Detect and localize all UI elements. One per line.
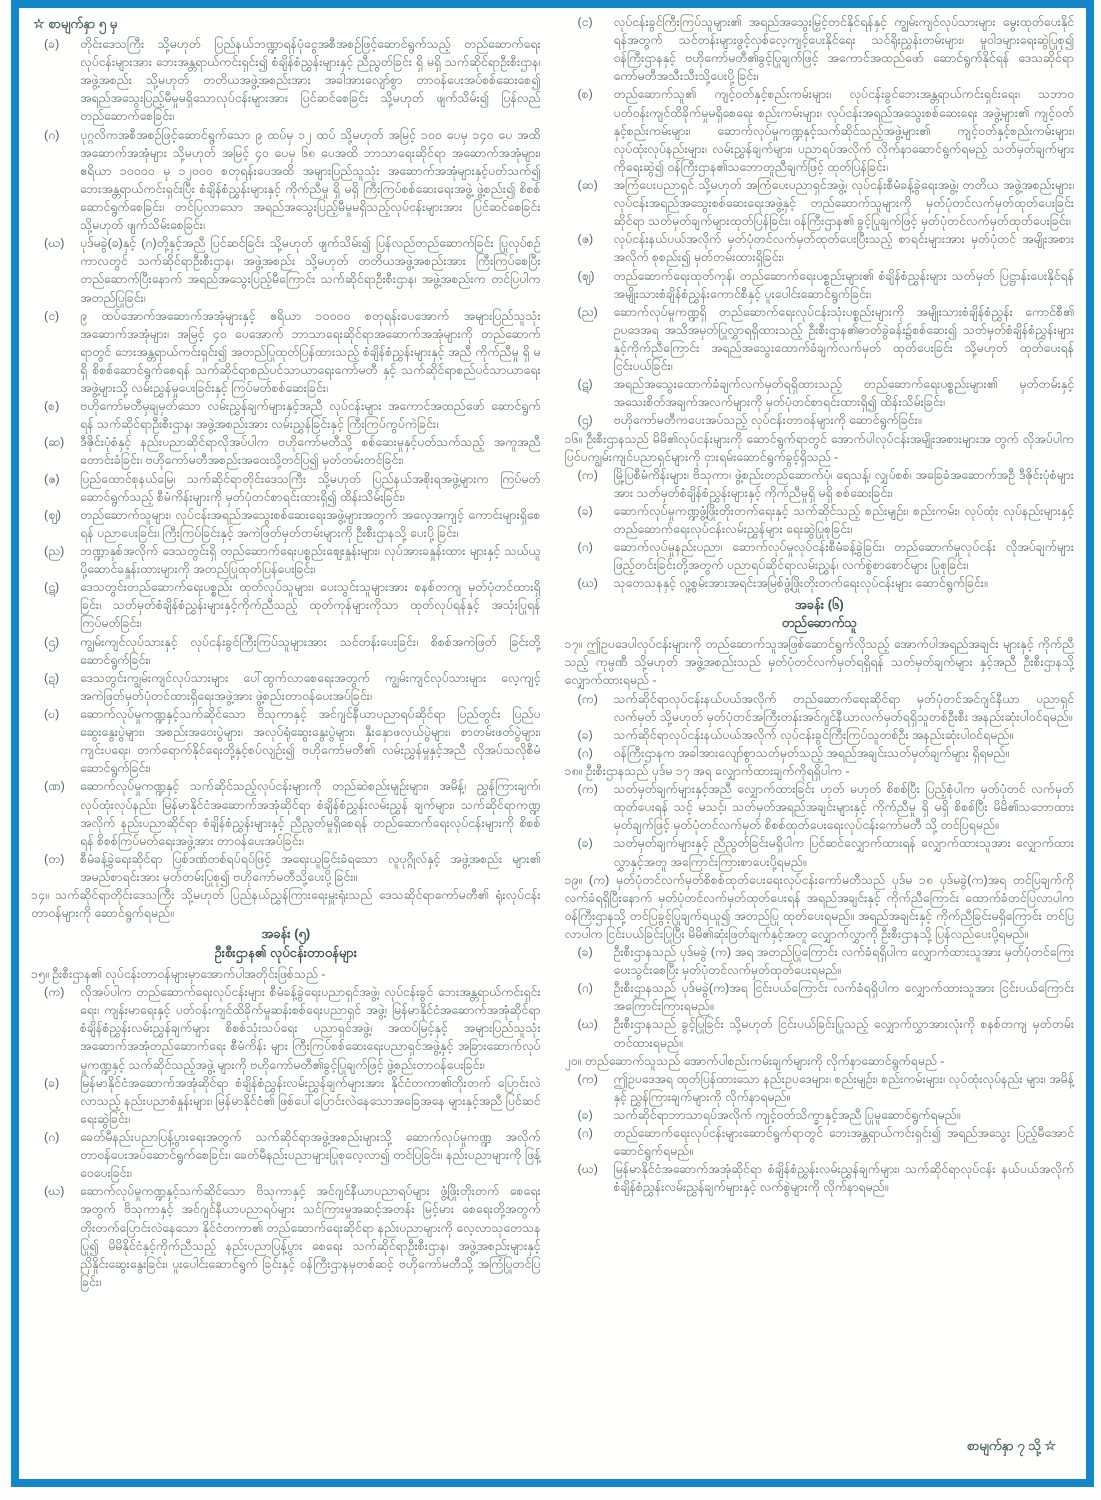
clause-marker: (ဂ)	[577, 1126, 593, 1141]
clause-marker: (ဈ)	[44, 507, 61, 522]
clause-item	[565, 1015, 1075, 1051]
clause-text: မြန်မာနိုင်ငံအဆောက်အအုံဆိုင်ရာ စံချိန်စံညွှန်းလမ်းညွှန်ချက်များအား နိုင်ငံတကာ၏တိုးတက် ပြောင်းလဲလာသည့် နည်းပညာစံနှုန်းများ၊ မြန်မာနိုင်ငံ၏ ဖြစ်ပေါ်ပြောင်းလဲနေသောအခြေအနေ များနှင့်အညီ ပြင်ဆင်ရေးဆွဲခြင်း၊	[80, 1075, 541, 1126]
clause-text: ဒေသတွင်းကျွမ်းကျင်လုပ်သားများ ပေါ်ထွက်လာစေရေးအတွက် ကျွမ်းကျင်လုပ်သားများ လေ့ကျင့်အကဲဖြတ်မှတ်ပုံတင်ထားရှိရေးအဖွဲ့အား ဖွဲ့စည်းတာဝန်ပေးအပ်ခြင်း၊	[80, 670, 541, 703]
clause-item	[31, 633, 541, 669]
clause-item	[31, 777, 541, 849]
clause-marker: (တ)	[44, 851, 65, 866]
clause-text: တည်ဆောက်သူ၏ ကျင့်ဝတ်နှင့်စည်းကမ်းများ၊ လုပ်ငန်းခွင်ဘေးအန္တရာယ်ကင်းရှင်းရေး၊ သဘာဝပတ်ဝန်းကျင်ထိခိုက်မှုမရှိစေရေး စည်းကမ်းများ၊ လုပ်ငန်းအရည်အသွေးစစ်ဆေးရေး အဖွဲ့များ၏ ကျင့်ဝတ်နှင့်စည်းကမ်းများ၊ ဆောက်လုပ်မှုကဏ္ဍနှင့်သက်ဆိုင်သည့်အဖွဲ့များ၏ ကျင့်ဝတ်နှင့်စည်းကမ်းများ၊ လုပ်ထုံးလုပ်နည်းများ၊ လမ်းညွှန်ချက်များ၊ ပညာရပ်အလိုက် လိုက်နာဆောင်ရွက်ရမည့် သတ်မှတ်ချက်များကိုရေးဆွဲ၍ ဝန်ကြီးဌာန၏သဘောတူညီချက်ဖြင့် ထုတ်ပြန်ခြင်း၊	[613, 87, 1074, 174]
clause-text: လိုအပ်ပါက တည်ဆောက်ရေးလုပ်ငန်းများ စီမံခန့်ခွဲရေးပညာရှင်အဖွဲ့၊ လုပ်ငန်းခွင် ဘေးအန္တရာယ်ကင်းရှင်းရေး၊ ကျန်းမာရေးနှင့် ပတ်ဝန်းကျင်ထိခိုက်မှုဆန်းစစ်ရေးပညာရှင် အဖွဲ့၊ မြန်မာနိုင်ငံအဆောက်အအုံဆိုင်ရာ စံချိန်စံညွှန်းလမ်းညွှန်ချက်များ စိစစ်သုံးသပ်ရေး ပညာရှင်အဖွဲ့၊ အထပ်မြင့်နှင့် အများပြည်သူသုံးအဆောက်အအုံတည်ဆောက်ရေး စီမံကိန်း များ ကြီးကြပ်စစ်ဆေးရေးပညာရှင်အဖွဲ့နှင့် အခြားဆောက်လုပ်မှုကဏ္ဍနှင့် သက်ဆိုင်သည့်အဖွဲ့ များကို ဗဟိုကော်မတီ၏ခွင့်ပြုချက်ဖြင့် ဖွဲ့စည်းတာဝန်ပေးခြင်း၊	[80, 985, 541, 1072]
clause-item	[31, 1128, 541, 1182]
clause-text: ဦးစီးဌာနသည် ခွင့်ပြုခြင်း သို့မဟုတ် ငြင်းပယ်ခြင်းပြုသည့် လျှောက်လွှာအားလုံးကို စနစ်တကျ မှတ်တမ်းတင်ထားရမည်။	[613, 1017, 1074, 1050]
section-number: ၁၉။	[564, 872, 589, 887]
clause-text: သတ်မှတ်ချက်များနှင့် ညီညွတ်ခြင်းမရှိပါက ပြင်ဆင်လျှောက်ထားရန် လျှောက်ထားသူအား လျှောက်ထားလွှာနှင့်အတူ အကြောင်းကြားစာပေးပို့ရမည်။	[613, 836, 1074, 869]
clause-marker: (ဃ)	[44, 1184, 65, 1199]
page-content	[19, 8, 1086, 1295]
clause-text: ပုဒ်မခွဲ(ခ)နှင့် (ဂ)တို့နှင့်အညီ ပြင်ဆင်ခြင်း သို့မဟုတ် ဖျက်သိမ်း၍ ပြန်လည်တည်ဆောက်ခြင်း ပြုလုပ်စဉ်ကာလတွင် သက်ဆိုင်ရာဦးစီးဌာန၊ အဖွဲ့အစည်း သို့မဟုတ် တတိယအဖွဲ့အစည်းအား ကြီးကြပ်စေပြီး တည်ဆောက်ပြီးနောက် အရည်အသွေးပြည့်မီကြောင်း သက်ဆိုင်ရာဦးစီးဌာန၊ အဖွဲ့အစည်းက တင်ပြပါက အတည်ပြုခြင်း၊	[80, 236, 541, 305]
clause-text: မြို့ပြစီမံကိန်းများ၊ ဗိသုကာ၊ ဖွဲ့စည်းတည်ဆောက်ပုံ၊ ရေသန့်၊ လျှပ်စစ်၊ အခြေခံအဆောက်အဦ ဒီဇိုင်းပုံစံများအား သတ်မှတ်စံချိန်စံညွှန်းများနှင့် ကိုက်ညီမှုရှိ မရှိ စစ်ဆေးခြင်း၊	[613, 467, 1074, 500]
clause-item	[31, 1074, 541, 1128]
section-number: ၁၇။	[564, 637, 587, 652]
clause-marker: (ဍ)	[44, 670, 60, 685]
clause-marker: (ဃ)	[577, 1017, 598, 1032]
clause-item	[565, 780, 1075, 834]
clause-text: တည်ဆောက်သူများ၊ လုပ်ငန်းအရည်အသွေးစစ်ဆေးရေးအဖွဲ့များအတွက် အလေ့အကျင့် ကောင်းများရှိစေရန် ပညာပေးခြင်း၊ ကြီးကြပ်ခြင်းနှင့် အကဲဖြတ်မှတ်တမ်းများကို ဦးစီးဌာနသို့ ပေးပို့ခြင်း၊	[80, 507, 541, 540]
clause-text: ဤဥပဒေအရ ထုတ်ပြန်ထားသော နည်းဥပဒေများ၊ စည်းမျဉ်း၊ စည်းကမ်းများ၊ လုပ်ထုံးလုပ်နည်း များ၊ အမိန့်နှင့် ညွှန်ကြားချက်များကို လိုက်နာရမည်။	[613, 1071, 1074, 1104]
clause-text: မြန်မာနိုင်ငံအဆောက်အအုံဆိုင်ရာ စံချိန်စံညွှန်းလမ်းညွှန်ချက်များ၊ သက်ဆိုင်ရာလုပ်ငန်း နယ်ပယ်အလိုက် စံချိန်စံညွှန်းလမ်းညွှန်ချက်များနှင့် လက်စွဲများကို လိုက်နာရမည်။	[613, 1162, 1074, 1195]
page-from-note: ☆ စာမျက်နှာ ၅ မှ	[33, 16, 118, 31]
clause-item	[565, 303, 1075, 375]
clause-item	[31, 850, 541, 886]
clause-text: ဒေသတွင်းတည်ဆောက်ရေးပစ္စည်း ထုတ်လုပ်သူများ၊ ပေးသွင်းသူများအား စနစ်တကျ မှတ်ပုံတင်ထားရှိခြင်း၊ သတ်မှတ်စံချိန်စံညွှန်းများနှင့်ကိုက်ညီသည့် ထုတ်ကုန်များကိုသာ ထုတ်လုပ်ရန်နှင့် အသုံးပြုရန် ကြပ်မတ်ခြင်း၊	[80, 580, 541, 631]
clause-text: သက်ဆိုင်ရာလုပ်ငန်းနယ်ပယ်အလိုက် လုပ်ငန်းခွင်ကြီးကြပ်သူတစ်ဦး အနည်းဆုံးပါဝင်ရမည်။	[613, 727, 1013, 742]
clause-text: အရည်အသွေးထောက်ခံချက်လက်မှတ်ရရှိထားသည့် တည်ဆောက်ရေးပစ္စည်းများ၏ မှတ်တမ်းနှင့် အသေးစိတ်အချက်အလက်များကို မှတ်ပုံတင်စာရင်းထားရှိ၍ ထိန်းသိမ်းခြင်း၊	[613, 377, 1074, 410]
clause-text: ခေတ်မီနည်းပညာပြန့်ပွားရေးအတွက် သက်ဆိုင်ရာအဖွဲ့အစည်းများသို့ ဆောက်လုပ်မှုကဏ္ဍ အလိုက် တာဝန်ပေးအပ်ဆောင်ရွက်စေခြင်း၊ ခေတ်မီနည်းပညာများပြုစုလေ့လာ၍ တင်ပြခြင်း၊ နည်းပညာများကို ဖြန့်ဝေပေးခြင်း၊	[80, 1130, 541, 1181]
clause-text: ဆောက်လုပ်မှုကဏ္ဍဖွံ့ဖြိုးတိုးတက်ရေးနှင့် သက်ဆိုင်သည့် စည်းမျဉ်း၊ စည်းကမ်း၊ လုပ်ထုံး လုပ်နည်းများနှင့် တည်ဆောက်ရေးလုပ်ငန်းလမ်းညွှန်များ ရေးဆွဲပြုစုခြင်း၊	[613, 503, 1074, 537]
clause-item	[565, 943, 1075, 979]
clause-item	[565, 834, 1075, 870]
section-number: ၁၄။	[31, 888, 56, 903]
clause-marker: (ဂ)	[44, 1130, 60, 1144]
clause-item	[565, 375, 1075, 411]
section-paragraph: ၁၄။ သက်ဆိုင်ရာတိုင်းဒေသကြီး သို့မဟုတ် ပြည်နယ်ညွှန်ကြားရေးမှူးရုံးသည် ဒေသဆိုင်ရာကော်မတီ၏ ရုံးလုပ်ငန်းတာဝန်များကို ဆောင်ရွက်ရမည်။	[31, 888, 541, 921]
clause-item	[565, 574, 1075, 592]
section-number: ၂၀။	[564, 1053, 585, 1068]
clause-text: တည်ဆောက်ရေးလုပ်ငန်းများဆောင်ရွက်ရာတွင် ဘေးအန္တရာယ်ကင်းရှင်း၍ အရည်အသွေး ပြည့်မီအောင် ဆောင်ရွက်ရမည်။	[613, 1126, 1074, 1159]
clause-marker: (ဆ)	[577, 177, 598, 192]
page-to-note: စာမျက်နှာ ၇ သို့ ☆	[966, 1438, 1056, 1453]
clause-item	[565, 726, 1075, 744]
clause-text: ဝန်ကြီးဌာနက အခါအားလျော်စွာသတ်မှတ်သည့် အရည်အချင်းသတ်မှတ်ချက်များ ရှိရမည်။	[613, 745, 1010, 760]
clause-marker: (စ)	[577, 87, 593, 102]
clause-marker: (င)	[577, 15, 593, 29]
clause-text: ဆောက်လုပ်မှုကဏ္ဍရှိ တည်ဆောက်ရေးလုပ်ငန်းသုံးပစ္စည်းများကို အမျိုးသားစံချိန်စံညွှန်း ကောင်စီ၏ ဥပဒေအရ အသိအမှတ်ပြုလွှာရရှိထားသည့် ဦးစီးဌာန၏ဓာတ်ခွဲခန်း၌စစ်ဆေး၍ သတ်မှတ်စံချိန်စံညွှန်းများနှင့်ကိုက်ညီကြောင်း အရည်အသွေးထောက်ခံချက်လက်မှတ် ထုတ်ပေးခြင်း သို့မဟုတ် ထုတ်ပေးရန်ငြင်းပယ်ခြင်း၊	[613, 304, 1074, 374]
clause-marker: (ဋ)	[44, 580, 60, 595]
clause-marker: (ခ)	[577, 727, 593, 742]
clause-marker: (က)	[577, 691, 598, 706]
clause-item	[565, 1070, 1075, 1106]
chapter-heading	[31, 925, 541, 963]
section-paragraph: ၁၆။ ဦးစီးဌာနသည် မိမိ၏လုပ်ငန်းများကို ဆောင်ရွက်ရာတွင် အောက်ပါလုပ်ငန်းအမျိုးအစားများအ တွက် လိုအပ်ပါက ပြင်ပကျွမ်းကျင်ပညာရှင်များကို ငှားရမ်းဆောင်ရွက်ခွင့်ရှိသည် -	[564, 431, 1074, 464]
clause-text: ဒီဇိုင်းပုံစံနှင့် နည်းပညာဆိုင်ရာလိုအပ်ပါက ဗဟိုကော်မတီသို့ စစ်ဆေးမှုနှင့်ပတ်သက်သည့် အကူအညီတောင်းခံခြင်း၊ ဗဟိုကော်မတီအစည်းအဝေးသို့တင်ပြ၍ မှတ်တမ်းတင်ခြင်း၊	[80, 435, 541, 468]
clause-item	[565, 538, 1075, 574]
clause-marker: (ခ)	[577, 945, 593, 960]
clause-marker: (က)	[577, 1071, 598, 1086]
clause-marker: (ခ)	[44, 36, 60, 51]
clause-text: စီမံခန့်ခွဲရေးဆိုင်ရာ ပြစ်ဒဏ်တစ်ရပ်ရပ်ဖြင့် အရေးယူခြင်းခံရသော လူပုဂ္ဂိုလ်နှင့် အဖွဲ့အစည်း များ၏ အမည်စာရင်းအား မှတ်တမ်းပြုစု၍ ဗဟိုကော်မတီသို့ပေးပို့ခြင်း။	[80, 851, 541, 884]
clause-text: အကြံပေးပညာရှင် သို့မဟုတ် အကြံပေးပညာရှင်အဖွဲ့၊ လုပ်ငန်းစီမံခန့်ခွဲရေးအဖွဲ့၊ တတိယ အဖွဲ့အစည်းများ၊ လုပ်ငန်းအရည်အသွေးစစ်ဆေးရေးအဖွဲ့နှင့် တည်ဆောက်သူများကို မှတ်ပုံတင်လက်မှတ်ထုတ်ပေးခြင်းဆိုင်ရာ သတ်မှတ်ချက်များထုတ်ပြန်ခြင်း၊ ဝန်ကြီးဌာန၏ ခွင့်ပြုချက်ဖြင့် မှတ်ပုံတင်လက်မှတ်ထုတ်ပေးခြင်း၊	[613, 177, 1074, 229]
clause-marker: (ဇ)	[44, 471, 60, 486]
chapter-number: အခန်း (၅)	[261, 926, 311, 942]
clause-item	[31, 1182, 541, 1291]
clause-marker: (ဌ)	[577, 413, 593, 428]
clause-text: ဘဏ္ဍာနှစ်အလိုက် ဒေသတွင်းရှိ တည်ဆောက်ရေးပစ္စည်းဈေးနှုန်းများ၊ လုပ်အားခနှုန်းထား များနှင့် သယ်ယူပို့ဆောင်ခနှုန်းထားများကို အတည်ပြုထုတ်ပြန်ပေးခြင်း၊	[80, 544, 541, 577]
clause-text: ဦးစီးဌာနသည် ပုဒ်မခွဲ (က) အရ အတည်ပြုကြောင်း လက်ခံရရှိပါက လျှောက်ထားသူအား မှတ်ပုံတင်ကြေးပေးသွင်းစေပြီး မှတ်ပုံတင်လက်မှတ်ထုတ်ပေးရမည်။	[613, 945, 1074, 978]
clause-item	[565, 267, 1075, 303]
clause-marker: (ဈ)	[577, 268, 595, 283]
clause-marker: (ည)	[44, 544, 65, 559]
clause-text: ဆောက်လုပ်မှုကဏ္ဍနှင့်သက်ဆိုင်သော ဗိသုကာနှင့် အင်ဂျင်နီယာပညာရပ်များ ဖွံ့ဖြိုးတိုးတက် စေရေးအတွက် ဗိသုကာနှင့် အင်ဂျင်နီယာပညာရပ်များ သင်ကြားမှုအဆင့်အတန်း မြင့်မား စေရေးတို့အတွက် တိုးတက်ပြောင်းလဲနေသော နိုင်ငံတကာ၏ တည်ဆောက်ရေးဆိုင်ရာ နည်းပညာများကို လေ့လာသုတေသနပြု၍ မိမိနိုင်ငံနှင့်ကိုက်ညီသည့် နည်းပညာပြန့်ပွား စေရေး သက်ဆိုင်ရာဦးစီးဌာန၊ အဖွဲ့အစည်းများနှင့် ညှိနှိုင်းဆွေးနွေးခြင်း၊ ပူးပေါင်းဆောင်ရွက် ခြင်းနှင့် ဝန်ကြီးဌာနမှတစ်ဆင့် ဗဟိုကော်မတီသို့ အကြံပြုတင်ပြခြင်း၊	[80, 1184, 541, 1289]
clause-item	[565, 1106, 1075, 1124]
clause-marker: (ဌ)	[44, 634, 60, 649]
chapter-title: ဦးစီးဌာန၏ လုပ်ငန်းတာဝန်များ	[214, 945, 358, 961]
clause-item	[565, 690, 1075, 726]
clause-marker: (ဆ)	[44, 435, 65, 450]
column-right	[565, 13, 1075, 1291]
clause-text: လုပ်ငန်းနယ်ပယ်အလိုက် မှတ်ပုံတင်လက်မှတ်ထုတ်ပေးပြီးသည့် စာရင်းများအား မှတ်ပုံတင် အမျိုးအစားအလိုက် စုစည်း၍ မှတ်တမ်းထားရှိခြင်း၊	[613, 232, 1074, 265]
clause-text: သုတေသနနှင့် လူ့စွမ်းအားအရင်းအမြစ်ဖွံ့ဖြိုးတိုးတက်ရေးလုပ်ငန်းများ ဆောင်ရွက်ခြင်း။	[613, 576, 988, 591]
clause-marker: (ဎ)	[44, 707, 60, 722]
clause-text: ဆောက်လုပ်မှုကဏ္ဍနှင့်သက်ဆိုင်သော ဗိသုကာနှင့် အင်ဂျင်နီယာပညာရပ်ဆိုင်ရာ ပြည်တွင်း ပြည်ပဆွေးနွေးပွဲများ၊ အစည်းအဝေးပွဲများ၊ အလုပ်ရုံဆွေးနွေးပွဲများ၊ နှီးနှောဖလှယ်ပွဲများ၊ စာတမ်းဖတ်ပွဲများ၊ ကျင်းပရေး၊ တက်ရောက်နိုင်ရေးတို့နှင့်စပ်လျဉ်း၍ ဗဟိုကော်မတီ၏ လမ်းညွှန်မှုနှင့်အညီ လိုအပ်သလိုစီမံဆောင်ရွက်ခြင်း၊	[80, 707, 541, 776]
clause-text: ဦးစီးဌာနသည် ပုဒ်မခွဲ(က)အရ ငြင်းပယ်ကြောင်း လက်ခံရရှိပါက လျှောက်ထားသူအား ငြင်းပယ်ကြောင်း အကြောင်းကြားရမည်။	[613, 981, 1074, 1014]
clause-item	[31, 433, 541, 469]
section-number: ၁၅။	[31, 967, 53, 982]
clause-marker: (ဂ)	[44, 127, 60, 142]
clause-marker: (စ)	[44, 399, 60, 414]
clause-marker: (ဏ)	[44, 779, 65, 794]
clause-item	[31, 234, 541, 306]
clause-marker: (က)	[577, 467, 598, 482]
clause-marker: (ဋ)	[577, 377, 593, 392]
section-paragraph: ၂၀။ တည်ဆောက်သူသည် အောက်ပါစည်းကမ်းချက်များကို လိုက်နာဆောင်ရွက်ရမည် -	[564, 1053, 945, 1068]
column-left	[31, 13, 541, 1291]
clause-text: တည်ဆောက်ရေးထုတ်ကုန်၊ တည်ဆောက်ရေးပစ္စည်းများ၏ စံချိန်စံညွှန်းများ သတ်မှတ် ပြဋ္ဌာန်းပေးနိုင်ရန် အမျိုးသားစံချိန်စံညွှန်းကောင်စီနှင့် ပူးပေါင်းဆောင်ရွက်ခြင်း၊	[613, 268, 1074, 301]
clause-marker: (င)	[44, 308, 60, 323]
clause-item	[565, 744, 1075, 762]
clause-item	[565, 1160, 1075, 1196]
clause-text: လုပ်ငန်းခွင်ကြီးကြပ်သူများ၏ အရည်အသွေးမြှင့်တင်နိုင်ရန်နှင့် ကျွမ်းကျင်လုပ်သားများ မွေးထုတ်ပေးနိုင်ရန်အတွက် သင်တန်းများဖွင့်လှစ်လေ့ကျင့်ပေးနိုင်ရေး သင်ရိုးညွှန်းတမ်းများ၊ မူဝါဒများရေးဆွဲပြုစု၍ ဝန်ကြီးဌာနနှင့် ဗဟိုကော်မတီ၏ခွင့်ပြုချက်ဖြင့် အကောင်အထည်ဖော် ဆောင်ရွက်နိုင်ရန် ဒေသဆိုင်ရာကော်မတီအသီးသီးသို့ပေးပို့ခြင်း၊	[613, 15, 1074, 84]
clause-marker: (ဂ)	[577, 745, 593, 760]
clause-text: ၉ ထပ်အောက်အဆောက်အအုံများနှင့် ဧရိယာ ၁၀၀၀၀ စတုရန်းပေအောက် အများပြည်သူသုံး အဆောက်အအုံများ၊ အမြင့် ၄၀ ပေအောက် ဘာသာရေးဆိုင်ရာအဆောက်အအုံများကို တည်ဆောက်ရာတွင် ဘေးအန္တရာယ်ကင်းရှင်း၍ အတည်ပြုထုတ်ပြန်ထားသည့် စံချိန်စံညွှန်းများနှင့် အညီ ကိုက်ညီမှု ရှိ မရှိ စိစစ်ဆောင်ရွက်စေရန် သက်ဆိုင်ရာစည်ပင်သာယာရေးကော်မတီ နှင့် သက်ဆိုင်ရာစည်ပင်သာယာရေးအဖွဲ့များသို့ လမ်းညွှန်မှုပေးခြင်းနှင့် ကြပ်မတ်စစ်ဆေးခြင်း၊	[80, 308, 541, 396]
clause-item	[565, 176, 1075, 230]
clause-marker: (က)	[577, 782, 598, 797]
clause-marker: (ဃ)	[577, 1162, 598, 1177]
clause-marker: (ခ)	[44, 1075, 60, 1090]
clause-text: ကျွမ်းကျင်လုပ်သားနှင့် လုပ်ငန်းခွင်ကြီးကြပ်သူများအား သင်တန်းပေးခြင်း၊ စိစစ်အကဲဖြတ် ခြင်းတို့ ဆောင်ရွက်ခြင်း၊	[80, 634, 541, 667]
clause-text: ပြည်ထောင်စုနယ်မြေ၊ သက်ဆိုင်ရာတိုင်းဒေသကြီး သို့မဟုတ် ပြည်နယ်အစိုးရအဖွဲ့များက ကြပ်မတ်ဆောင်ရွက်သည့် စီမံကိန်းများကို မှတ်ပုံတင်စာရင်းထားရှိ၍ ထိန်းသိမ်းခြင်း၊	[80, 471, 541, 504]
section-paragraph: ၁၈။ ဦးစီးဌာနသည် ပုဒ်မ ၁၇ အရ လျှောက်ထားချက်ကိုရရှိပါက -	[564, 763, 850, 778]
clause-text: ပုဂ္ဂလိကအစီအစဉ်ဖြင့်ဆောင်ရွက်သော ၉ ထပ်မှ ၁၂ ထပ် သို့မဟုတ် အမြင့် ၁၀၀ ပေမှ ၁၄၀ ပေ အထိ အဆောက်အအုံများ သို့မဟုတ် အမြင့် ၄၀ ပေမှ ၆၈ ပေအထိ ဘာသာရေးဆိုင်ရာ အဆောက်အအုံများ၊ ဧရိယာ ၁၀၀၀၀ မှ ၁၂၀၀၀ စတုရန်းပေအထိ အများပြည်သူသုံး အဆောက်အအုံများနှင့်ပတ်သက်၍ ဘေးအန္တရာယ်ကင်းရှင်းပြီး စံချိန်စံညွှန်းများနှင့် ကိုက်ညီမှု ရှိ မရှိ ကြီးကြပ်စစ်ဆေးရေးအဖွဲ့ ဖွဲ့စည်း၍ စိစစ်ဆောင်ရွက်စေခြင်း၊ တင်ပြလာသော အရည်အသွေးပြည့်မီမှုမရှိသည့်လုပ်ငန်းများအား ပြင်ဆင်စေခြင်း သို့မဟုတ် ဖျက်သိမ်းစေခြင်း၊	[80, 127, 541, 233]
clause-text: ဆောက်လုပ်မှုနည်းပညာ၊ ဆောက်လုပ်မှုလုပ်ငန်းစီမံခန့်ခွဲခြင်း၊ တည်ဆောက်မှုလုပ်ငန်း လိုအပ်ချက်များ ဖြည့်တင်းခြင်းတို့အတွက် ပညာရပ်ဆိုင်ရာလမ်းညွှန်၊ လက်စွဲစာစောင်များ ပြုစုခြင်း၊	[613, 540, 1074, 573]
clause-marker: (ဇ)	[577, 232, 594, 247]
clause-item	[31, 126, 541, 235]
clause-item	[565, 85, 1075, 176]
clause-marker: (ခ)	[577, 503, 593, 518]
clause-text: ဆောက်လုပ်မှုကဏ္ဍနှင့် သက်ဆိုင်သည့်လုပ်ငန်းများကို တည်ဆဲစည်းမျဉ်းများ၊ အမိန့်၊ ညွှန်ကြားချက်၊ လုပ်ထုံးလုပ်နည်း၊ မြန်မာနိုင်ငံအဆောက်အအုံဆိုင်ရာ စံချိန်စံညွှန်းလမ်းညွှန် ချက်များ၊ သက်ဆိုင်ရာကဏ္ဍအလိုက် နည်းပညာဆိုင်ရာ စံချိန်စံညွှန်းများနှင့် ညီညွတ်မှုရှိစေရန် တည်ဆောက်ရေးလုပ်ငန်းများကို စိစစ်ရန် စိစစ်ကြပ်မတ်ရေးအဖွဲ့အား တာဝန်ပေးအပ်ခြင်း၊	[80, 779, 541, 848]
clause-marker: (ဂ)	[577, 540, 593, 555]
clause-item	[31, 470, 541, 506]
clause-item	[31, 669, 541, 705]
page-border-frame	[11, 0, 1094, 1487]
clause-item	[565, 411, 1075, 429]
clause-text: သတ်မှတ်ချက်များနှင့်အညီ လျှောက်ထားခြင်း ဟုတ် မဟုတ် စိစစ်ပြီး ပြည့်စုံပါက မှတ်ပုံတင် လက်မှတ်ထုတ်ပေးရန် သင့် မသင့်၊ သတ်မှတ်အရည်အချင်းများနှင့် ကိုက်ညီမှု ရှိ မရှိ စိစစ်ပြီး မိမိ၏သဘောထားမှတ်ချက်ဖြင့် မှတ်ပုံတင်လက်မှတ် စိစစ်ထုတ်ပေးရေးလုပ်ငန်းကော်မတီ သို့ တင်ပြရမည်။	[613, 782, 1074, 833]
clause-item	[565, 466, 1075, 502]
clause-item	[565, 502, 1075, 538]
clause-marker: (ခ)	[577, 836, 593, 851]
clause-item	[31, 307, 541, 398]
clause-marker: (ဃ)	[577, 576, 598, 591]
section-paragraph: ၁၇။ ဤဥပဒေပါလုပ်ငန်းများကို တည်ဆောက်သူအဖြစ်ဆောင်ရွက်လိုသည့် အောက်ပါအရည်အချင်း များနှင့် ကိုက်ညီသည့် ကုမ္ပဏီ သို့မဟုတ် အဖွဲ့အစည်းသည် မှတ်ပုံတင်လက်မှတ်ရရှိရန် သတ်မှတ်ချက်များ နှင့်အညီ ဦးစီးဌာနသို့ လျှောက်ထားရမည် -	[564, 637, 1074, 688]
clause-text: ဗဟိုကော်မတီကပေးအပ်သည့် လုပ်ငန်းတာဝန်များကို ဆောင်ရွက်ခြင်း။	[613, 413, 922, 428]
clause-item	[31, 506, 541, 542]
clause-item	[31, 542, 541, 578]
clause-marker: (က)	[44, 985, 65, 1000]
clause-text: ဗဟိုကော်မတီမှချမှတ်သော လမ်းညွှန်ချက်များနှင့်အညီ လုပ်ငန်းများ အကောင်အထည်ဖော် ဆောင်ရွက်ရန် သက်ဆိုင်ရာဦးစီးဌာန၊ အဖွဲ့အစည်းအား လမ်းညွှန်ခြင်းနှင့် ကြီးကြပ်ကွပ်ကဲခြင်း၊	[80, 399, 541, 432]
section-number: ၁၆။	[564, 431, 587, 446]
clause-marker: (ည)	[577, 304, 598, 319]
clause-marker: (ဂ)	[577, 981, 593, 996]
clause-item	[31, 705, 541, 777]
section-paragraph: ၁၅။ ဦးစီးဌာန၏ လုပ်ငန်းတာဝန်များမှာအောက်ပါအတိုင်းဖြစ်သည် -	[31, 967, 326, 982]
clause-marker: (က)	[588, 872, 616, 887]
chapter-title: တည်ဆောက်သူ	[781, 615, 857, 631]
clause-item	[565, 1124, 1075, 1160]
clause-item	[565, 230, 1075, 266]
clause-text: သက်ဆိုင်ရာလုပ်ငန်းနယ်ပယ်အလိုက် တည်ဆောက်ရေးဆိုင်ရာ မှတ်ပုံတင်အင်ဂျင်နီယာ ပညာရှင်လက်မှတ် သို့မဟုတ် မှတ်ပုံတင်အကြီးတန်းအင်ဂျင်နီယာလက်မှတ်ရရှိသူတစ်ဦးစီး အနည်းဆုံးပါဝင်ရမည်။	[613, 691, 1074, 724]
chapter-heading	[565, 596, 1075, 634]
clause-item	[565, 13, 1075, 85]
clause-text: သက်ဆိုင်ရာဘာသာရပ်အလိုက် ကျင့်ဝတ်သိက္ခာနှင့်အညီ ပြုမူဆောင်ရွက်ရမည်။	[613, 1108, 961, 1123]
chapter-number: အခန်း (၆)	[794, 596, 844, 612]
clause-item	[31, 397, 541, 433]
clause-item	[31, 35, 541, 126]
clause-item	[565, 979, 1075, 1015]
clause-marker: (ခ)	[577, 1108, 593, 1123]
clause-item	[31, 578, 541, 632]
clause-text: တိုင်းဒေသကြီး သို့မဟုတ် ပြည်နယ်ဘဏ္ဍာရန်ပုံငွေအစီအစဉ်ဖြင့်ဆောင်ရွက်သည့် တည်ဆောက်ရေးလုပ်ငန်းများအား ဘေးအန္တရာယ်ကင်းရှင်း၍ စံချိန်စံညွှန်းများနှင့် ညီညွတ်ခြင်း ရှိ မရှိ သက်ဆိုင်ရာဦးစီးဌာန၊ အဖွဲ့အစည်း သို့မဟုတ် တတိယအဖွဲ့အစည်းအား အခါအားလျော်စွာ တာဝန်ပေးအပ်စစ်ဆေးစေ၍ အရည်အသွေးပြည့်မီမှုမရှိသောလုပ်ငန်းများအား ပြင်ဆင်စေခြင်း သို့မဟုတ် ဖျက်သိမ်း၍ ပြန်လည်တည်ဆောက်စေခြင်း၊	[80, 36, 541, 124]
clause-marker: (ဃ)	[44, 236, 65, 251]
clause-item	[31, 983, 541, 1074]
section-number: ၁၈။	[564, 763, 586, 778]
section-paragraph: ၁၉။ (က) မှတ်ပုံတင်လက်မှတ်စိစစ်ထုတ်ပေးရေးလုပ်ငန်းကော်မတီသည် ပုဒ်မ ၁၈ ပုဒ်မခွဲ(က)အရ တင်ပြချက်ကို လက်ခံရရှိပြီးနောက် မှတ်ပုံတင်လက်မှတ်ထုတ်ပေးရန် အရည်အချင်းနှင့် ကိုက်ညီကြောင်း ထောက်ခံတင်ပြလာပါက ဝန်ကြီးဌာနသို့ တင်ပြခွင့်ပြုချက်ရယူ၍ အတည်ပြု ထုတ်ပေးရမည်။ အရည်အချင်းနှင့် ကိုက်ညီခြင်းမရှိကြောင်း တင်ပြလာပါက ငြင်းပယ်ခြင်းပြုပြီး မိမိ၏ဆုံးဖြတ်ချက်နှင့်အတူ လျှောက်လွှာကို ဦးစီးဌာနသို့ ပြန်လည်ပေးပို့ရမည်။	[564, 872, 1074, 941]
